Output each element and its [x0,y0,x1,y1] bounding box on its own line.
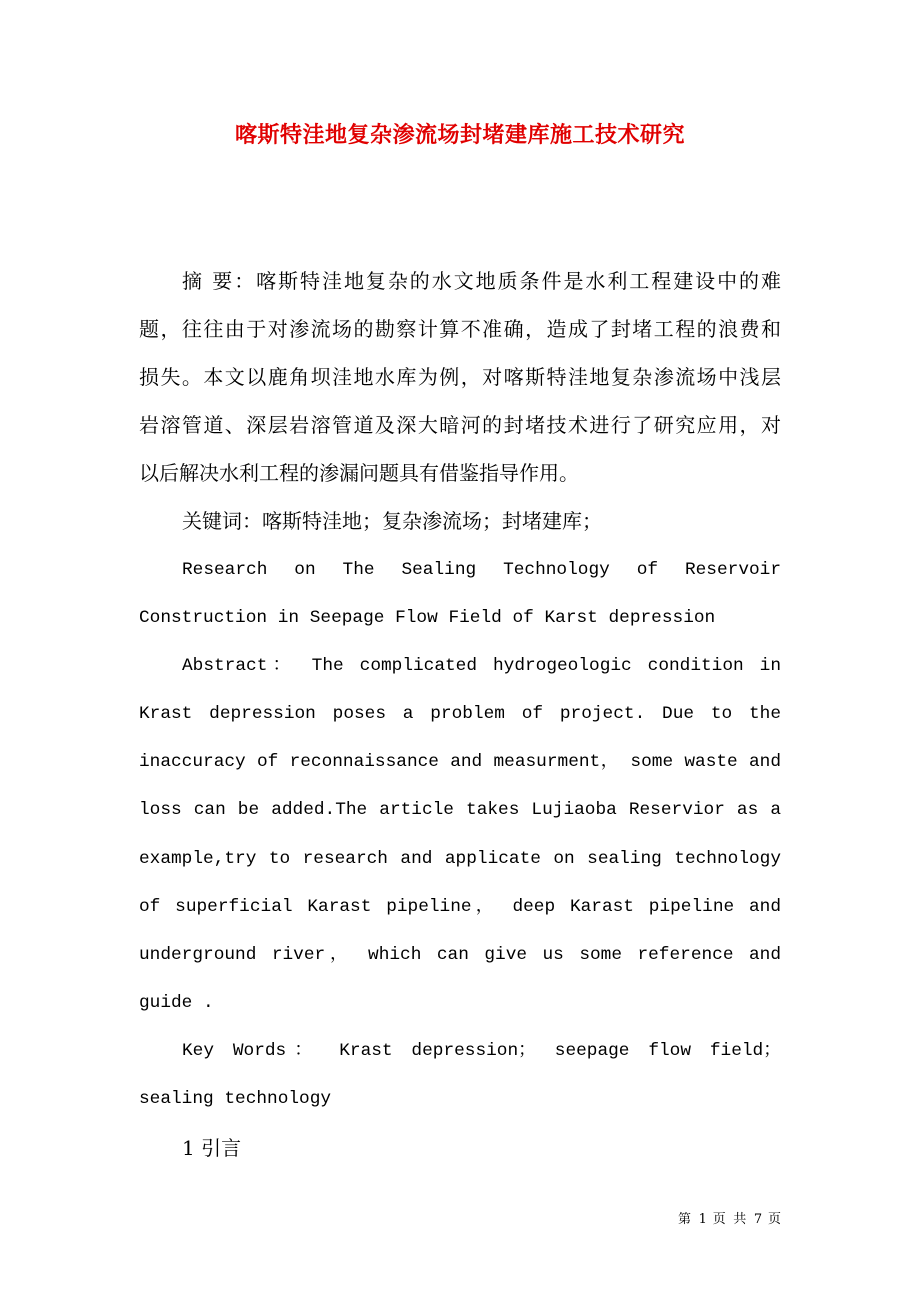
abstract-cn-line: 岩溶管道、深层岩溶管道及深大暗河的封堵技术进行了研究应用，对 [139,413,781,437]
keywords-en-line: Key Words： Krast depression； seepage flow field； [182,1041,782,1061]
abstract-en-line: Abstract： The complicated hydrogeologic condition in [182,656,781,676]
abstract-en-line: Krast depression poses a problem of project. Due to the [139,704,781,724]
abstract-en-line: underground river， which can give us some reference and [139,945,781,965]
keywords-cn: 关键词：喀斯特洼地；复杂渗流场；封堵建库； [182,509,602,533]
abstract-en-line: inaccuracy of reconnaissance and measurment， some waste and [139,752,781,772]
abstract-cn-line: 题，往往由于对渗流场的勘察计算不准确，造成了封堵工程的浪费和 [139,317,781,341]
abstract-en-line: example,try to research and applicate on sealing technology [139,849,781,869]
english-title-line: Research on The Sealing Technology of Reservoir [182,560,781,580]
abstract-en-line: of superficial Karast pipeline， deep Karast pipeline and [139,897,781,917]
abstract-cn-line: 损失。本文以鹿角坝洼地水库为例，对喀斯特洼地复杂渗流场中浅层 [139,365,781,389]
abstract-cn-line: 摘 要：喀斯特洼地复杂的水文地质条件是水利工程建设中的难 [182,269,781,293]
document-title: 喀斯特洼地复杂渗流场封堵建库施工技术研究 [234,122,685,148]
keywords-en-line: sealing technology [139,1089,332,1109]
abstract-en-line: loss can be added.The article takes Lujiaoba Reservior as a [139,800,781,820]
page-number: 第 1 页 共 7 页 [678,1212,781,1227]
abstract-en-line: guide . [139,993,214,1013]
section-heading: 1 引言 [182,1136,242,1160]
abstract-cn-line: 以后解决水利工程的渗漏问题具有借鉴指导作用。 [139,461,579,485]
english-title-line: Construction in Seepage Flow Field of Karst depression [139,608,716,628]
